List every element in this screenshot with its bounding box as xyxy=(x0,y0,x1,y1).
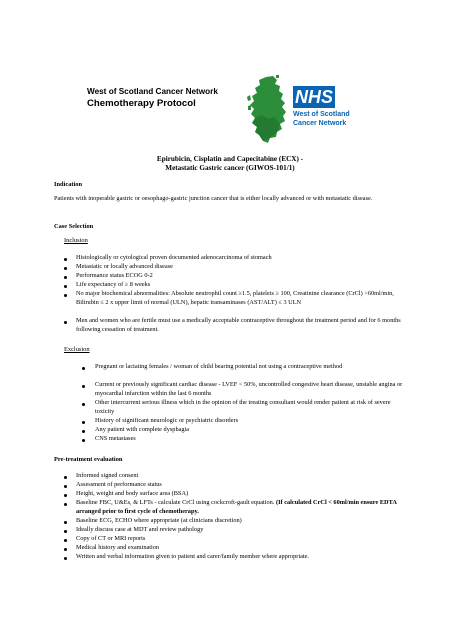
bullet xyxy=(64,276,67,279)
nhs-logo xyxy=(293,86,369,140)
bullet xyxy=(64,485,67,488)
exclusion-item: Pregnant or lactating females / woman of child bearing potential not using a contraceptive method xyxy=(95,363,343,370)
bullet xyxy=(64,294,67,297)
pretreatment-item: Baseline ECG, ECHO where appropriate (at clinicians discretion) xyxy=(76,517,242,524)
inclusion-item: Metastatic or locally advanced disease xyxy=(76,263,173,270)
nhs-logo-line2: Cancer Network xyxy=(293,120,347,127)
bullet xyxy=(82,430,85,433)
bullet xyxy=(64,494,67,497)
crcl-instruction: Baseline FBC, U&Es, & LFTs - calculate CrCl using cockcroft-gault equation. xyxy=(76,499,276,506)
pretreatment-item: Assessment of performance status xyxy=(76,481,162,488)
bullet xyxy=(64,530,67,533)
bullet xyxy=(64,557,67,560)
exclusion-item: Any patient with complete dysphagia xyxy=(95,426,190,433)
inclusion-item: Histologically or cytological proven documented adenocarcinoma of stomach xyxy=(76,254,272,261)
bullet xyxy=(64,267,67,270)
exclusion-item: Other intercurrent serious illness which in the opinion of the treating consultant would render patient at risk of severe toxicity xyxy=(95,399,391,415)
pretreatment-item: Ideally discuss case at MDT and review pathology xyxy=(76,526,204,533)
exclusion-item: History of significant neurologic or psychiatric disorders xyxy=(95,417,239,424)
pretreatment-item: Medical history and examination xyxy=(76,544,160,551)
exclusion-heading: Exclusion xyxy=(64,346,90,353)
pretreatment-item: Informed signed consent xyxy=(76,472,139,479)
bullet xyxy=(82,385,85,388)
nhs-logo-line1: West of Scotland xyxy=(293,111,350,118)
exclusion-item: CNS metastases xyxy=(95,435,136,442)
crcl-bold-note: (If calculated CrCl < 60ml/min ensure EDTA arranged prior to first cycle of chemotherapy. xyxy=(76,499,397,515)
bullet xyxy=(82,421,85,424)
nhs-logo-box xyxy=(293,86,335,108)
bullet xyxy=(82,403,85,406)
scotland-map-icon xyxy=(246,75,290,145)
inclusion-item: Men and women who are fertile must use a medically acceptable contraceptive throughout the treatment period and for 6 months following cessation of treatment. xyxy=(76,317,401,333)
header-protocol-title: Chemotherapy Protocol xyxy=(87,98,196,109)
pretreatment-item: Copy of CT or MRI reports xyxy=(76,535,146,542)
nhs-logo-text: NHS xyxy=(294,87,333,107)
protocol-title-line1: Epirubicin, Cisplatin and Capecitabine (ECX) - xyxy=(156,155,304,163)
pretreatment-item: Written and verbal information given to patient and carer/family member where appropriate. xyxy=(76,553,309,560)
header-organization: West of Scotland Cancer Network xyxy=(87,87,218,96)
indication-heading: Indication xyxy=(54,181,83,188)
bullet xyxy=(64,258,67,261)
bullet xyxy=(64,503,67,506)
inclusion-heading: Inclusion xyxy=(64,237,88,244)
bullet xyxy=(64,285,67,288)
exclusion-item: Current or previously significant cardiac disease - LVEF < 50%, uncontrolled congestive heart disease, unstable angina or myocardial infarction within the last 6 months xyxy=(95,381,403,397)
inclusion-item: No major biochemical abnormalities: Absolute neutrophil count ≥1.5, platelets ≥ 100, Creatinine clearance (CrCl) >60ml/min, Bilirubin ≤ 2 x upper limit of normal (ULN), hepatic transaminases (AST/ALT) ≤ 3 ULN xyxy=(76,290,394,306)
bullet xyxy=(64,539,67,542)
bullet xyxy=(64,521,67,524)
inclusion-item: Life expectancy of ≥ 8 weeks xyxy=(76,281,151,288)
pretreatment-heading: Pre-treatment evaluation xyxy=(54,456,123,463)
protocol-title-line2: Metastatic Gastric cancer (GIWOS-101/1) xyxy=(165,164,295,172)
indication-text: Patients with inoperable gastric or oesophago-gastric junction cancer that is either locally advanced or with metastatic disease. xyxy=(54,195,373,202)
inclusion-item: Performance status ECOG 0-2 xyxy=(76,272,153,279)
bullet xyxy=(64,476,67,479)
pretreatment-item: Height, weight and body surface area (BSA) xyxy=(76,490,189,497)
case-selection-heading: Case Selection xyxy=(54,223,94,230)
bullet xyxy=(82,439,85,442)
bullet xyxy=(64,548,67,551)
bullet xyxy=(82,367,85,370)
bullet xyxy=(64,321,67,324)
pretreatment-item xyxy=(76,499,406,517)
